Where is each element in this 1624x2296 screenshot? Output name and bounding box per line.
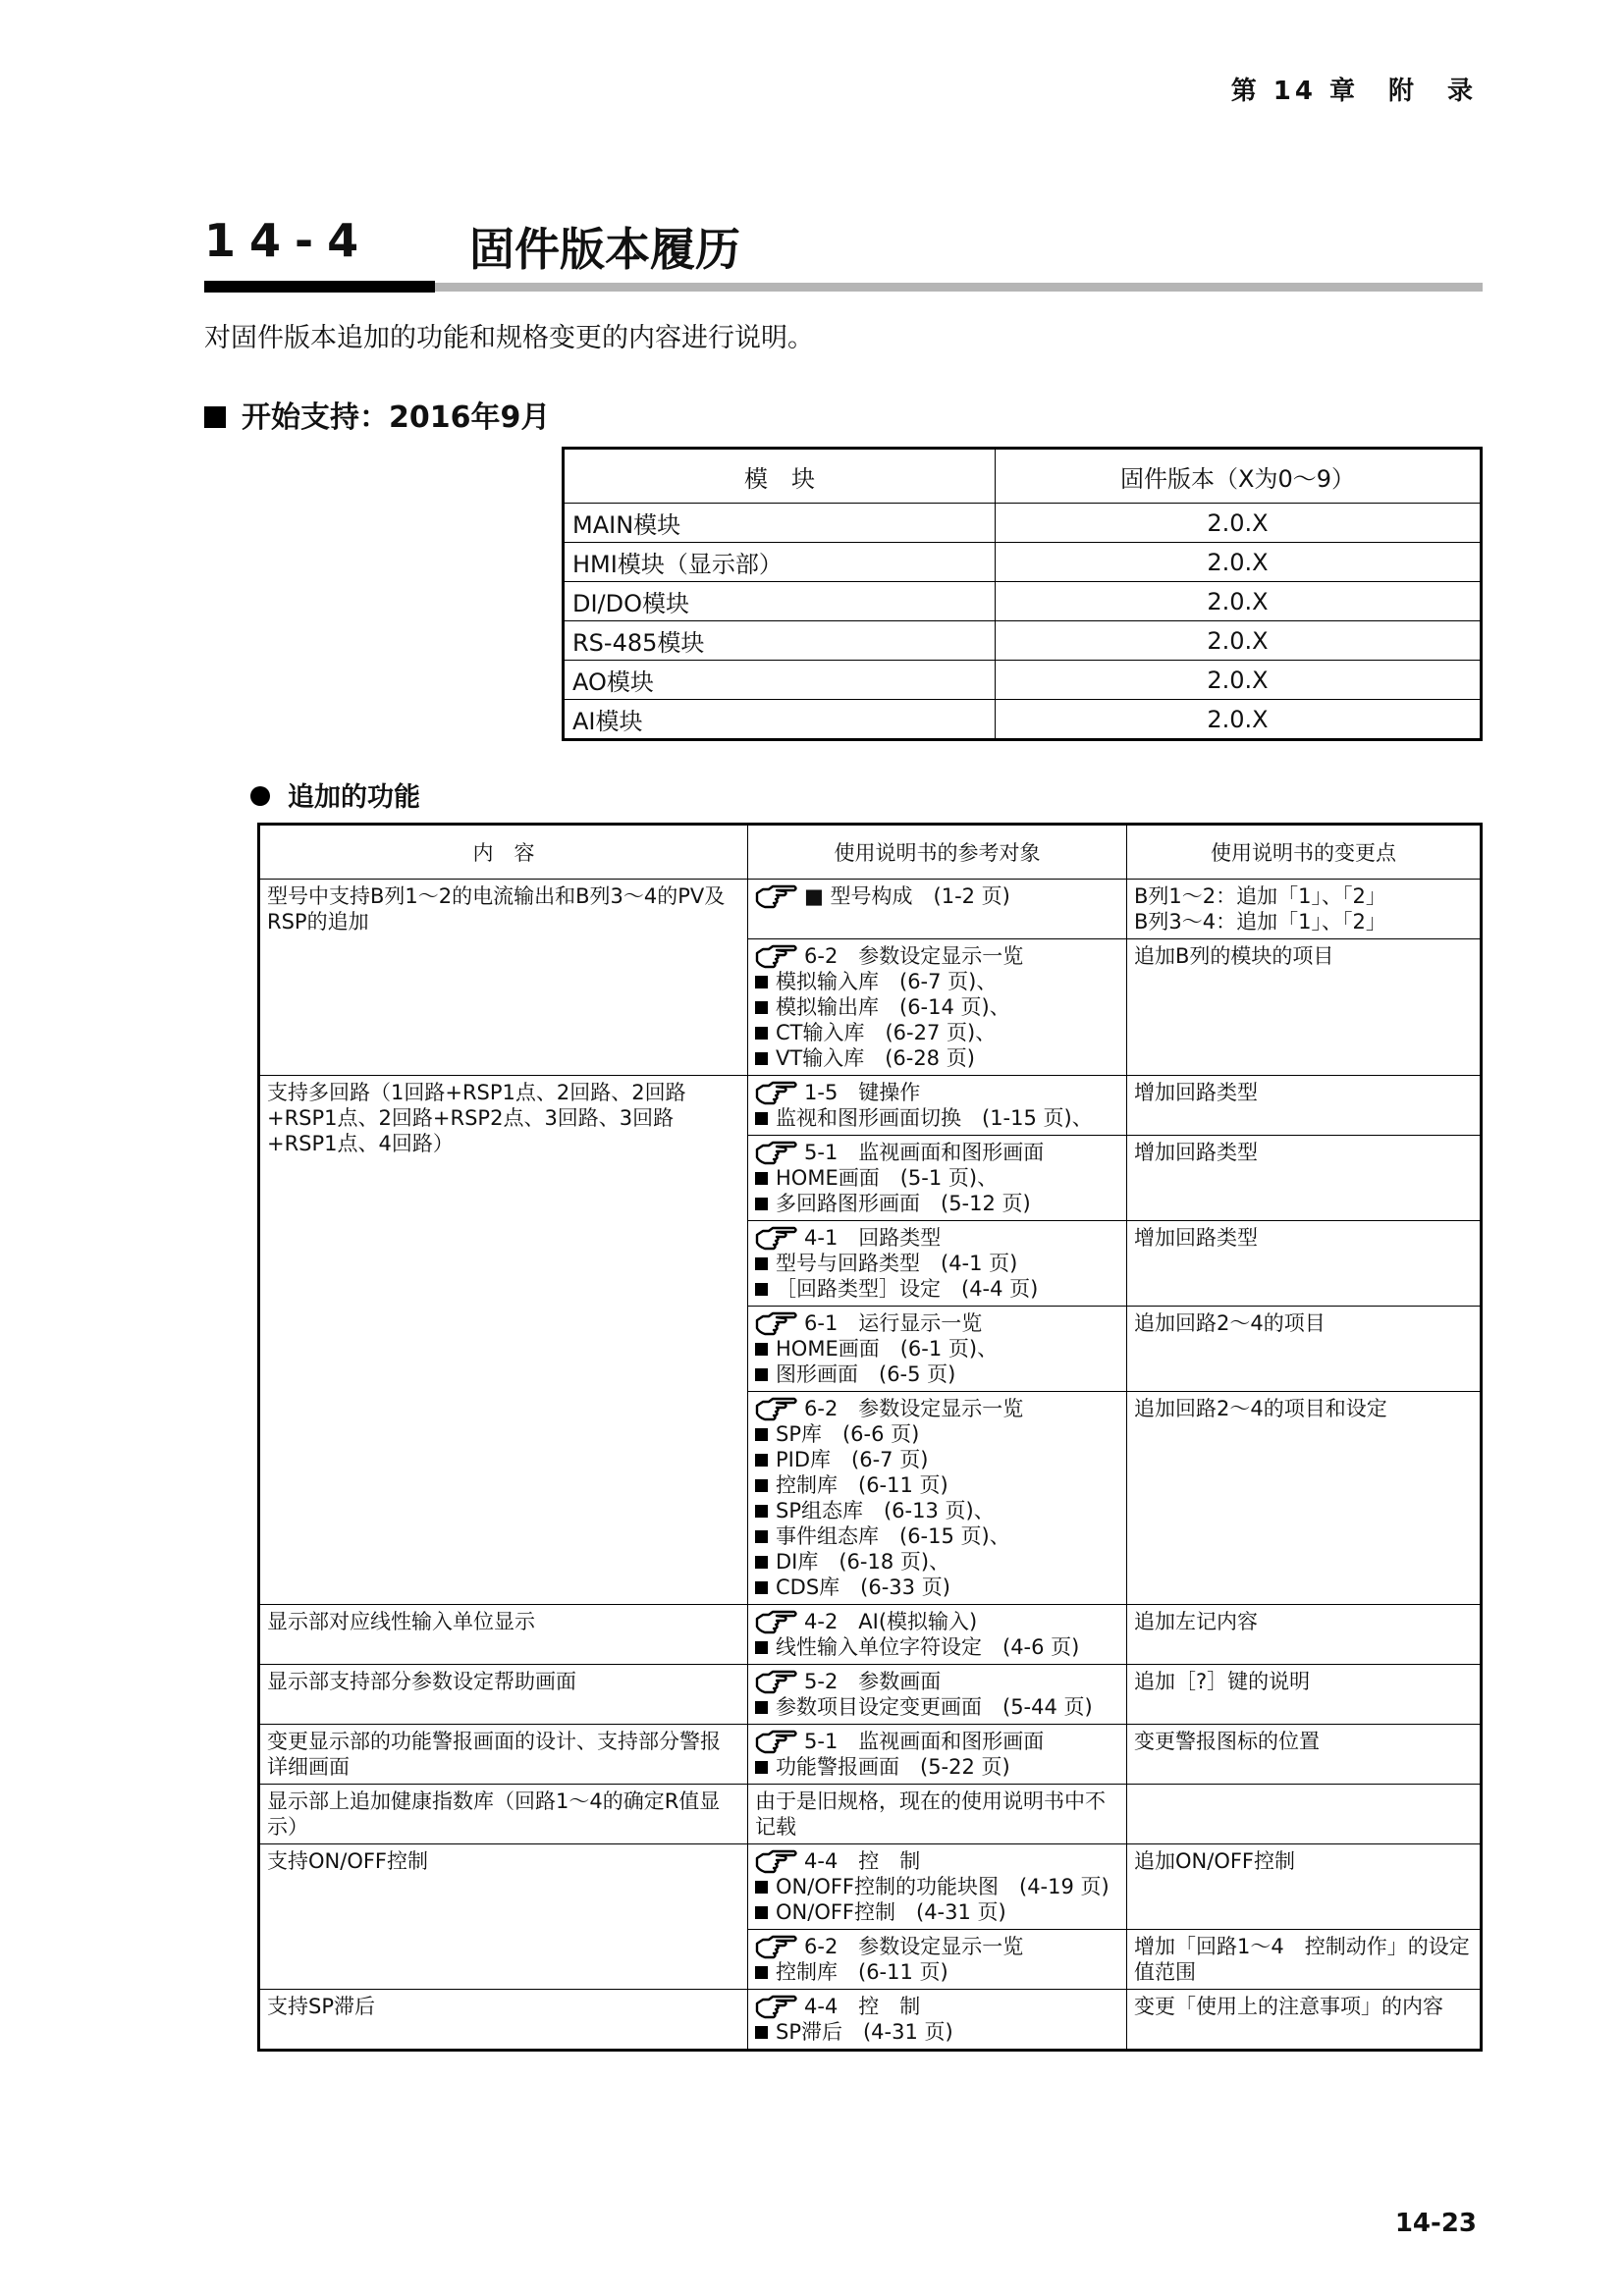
cell-reference [748,1990,1127,2051]
cell-reference [748,1665,1127,1725]
version-cell-firmware: 2.0.X [996,543,1482,582]
table-row [259,1665,1482,1725]
table-row [259,1844,1482,1930]
cell-change: 追加B列的模块的项目 [1127,939,1482,1076]
reference-heading: 6-2 参数设定显示一览 [804,1935,1024,1958]
cell-change: 追加回路2～4的项目和设定 [1127,1392,1482,1605]
version-cell-module: MAIN模块 [564,504,996,543]
reference-item: CT输入库 (6-27 页)、 [755,1020,1119,1045]
reference-item: HOME画面 (5-1 页)、 [755,1165,1119,1191]
pointing-hand-icon [755,1396,798,1421]
circle-bullet-icon [250,786,270,806]
table-row [259,1076,1482,1136]
version-row [564,621,1482,661]
reference-item: DI库 (6-18 页)、 [755,1549,1119,1575]
reference-item: 模拟输入库 (6-7 页)、 [755,969,1119,994]
cell-content: 显示部支持部分参数设定帮助画面 [259,1665,748,1725]
section-title [204,214,1483,279]
cell-change: 追加回路2～4的项目 [1127,1307,1482,1392]
pointing-hand-icon [755,1080,798,1105]
version-header-module: 模 块 [564,449,996,504]
reference-heading-line [755,1080,1119,1105]
added-functions-header [259,825,1482,880]
cell-reference [748,1136,1127,1221]
pointing-hand-icon [755,1140,798,1165]
reference-item: 控制库 (6-11 页) [755,1472,1119,1498]
page-number: 14-23 [1394,2209,1477,2238]
reference-heading: 4-4 控 制 [804,1995,921,2018]
pointing-hand-icon [755,883,798,909]
reference-heading-line [755,1609,1119,1634]
reference-item: ON/OFF控制的功能块图 (4-19 页) [755,1874,1119,1899]
version-table-header [564,449,1482,504]
version-table-body [564,504,1482,740]
reference-item: 图形画面 (6-5 页) [755,1362,1119,1387]
version-cell-module: AI模块 [564,700,996,740]
cell-change: 增加「回路1～4 控制动作」的设定值范围 [1127,1930,1482,1990]
reference-item: SP组态库 (6-13 页)、 [755,1498,1119,1523]
cell-content: 支持多回路（1回路+RSP1点、2回路、2回路+RSP1点、2回路+RSP2点、3回路、3回路+RSP1点、4回路） [259,1076,748,1605]
table-row [259,1990,1482,2051]
reference-heading-line [755,1934,1119,1959]
reference-heading: 5-2 参数画面 [804,1670,942,1693]
version-cell-firmware: 2.0.X [996,621,1482,661]
cell-content: 变更显示部的功能警报画面的设计、支持部分警报详细画面 [259,1725,748,1785]
cell-change [1127,1785,1482,1844]
added-functions-table [257,823,1483,2052]
reference-heading-line [755,1669,1119,1694]
pointing-hand-icon [755,1934,798,1959]
cell-change: 追加［?］键的说明 [1127,1665,1482,1725]
table-row [259,1785,1482,1844]
added-functions-body [259,880,1482,2051]
reference-heading: 1-5 键操作 [804,1081,921,1104]
cell-reference [748,1785,1127,1844]
reference-heading-line [755,1225,1119,1251]
header-reference: 使用说明书的参考对象 [748,825,1127,880]
version-cell-firmware: 2.0.X [996,582,1482,621]
cell-reference [748,1307,1127,1392]
table-row [259,880,1482,939]
reference-item: HOME画面 (6-1 页)、 [755,1336,1119,1362]
cell-change: 增加回路类型 [1127,1221,1482,1307]
version-header-firmware: 固件版本（X为0～9） [996,449,1482,504]
reference-item: ON/OFF控制 (4-31 页) [755,1899,1119,1925]
cell-content: 型号中支持B列1～2的电流输出和B列3～4的PV及RSP的追加 [259,880,748,1076]
reference-item: PID库 (6-7 页) [755,1447,1119,1472]
section-name: 固件版本履历 [469,223,740,276]
reference-heading-line [755,1729,1119,1754]
version-table [562,447,1483,741]
version-cell-module: HMI模块（显示部） [564,543,996,582]
reference-heading: 5-1 监视画面和图形画面 [804,1730,1045,1753]
version-row [564,582,1482,621]
reference-heading: 4-4 控 制 [804,1849,921,1873]
version-row [564,661,1482,700]
header-content: 内 容 [259,825,748,880]
pointing-hand-icon [755,943,798,969]
reference-item: SP滞后 (4-31 页) [755,2019,1119,2045]
pointing-hand-icon [755,1225,798,1251]
table-row [259,1605,1482,1665]
reference-heading: 6-2 参数设定显示一览 [804,944,1024,968]
reference-heading: 6-1 运行显示一览 [804,1311,983,1335]
version-cell-firmware: 2.0.X [996,700,1482,740]
table-row [259,1725,1482,1785]
title-rule-black [204,281,435,293]
reference-item: 模拟输出库 (6-14 页)、 [755,994,1119,1020]
version-cell-module: DI/DO模块 [564,582,996,621]
reference-item: 线性输入单位字符设定 (4-6 页) [755,1634,1119,1660]
reference-heading-line [755,1994,1119,2019]
reference-heading: 6-2 参数设定显示一览 [804,1397,1024,1420]
cell-change: 增加回路类型 [1127,1076,1482,1136]
pointing-hand-icon [755,1994,798,2019]
cell-change: 追加左记内容 [1127,1605,1482,1665]
version-row [564,700,1482,740]
reference-item: 参数项目设定变更画面 (5-44 页) [755,1694,1119,1720]
subsection-heading [204,393,550,436]
cell-reference [748,1392,1127,1605]
cell-reference [748,1725,1127,1785]
square-bullet-icon [204,406,226,428]
version-cell-firmware: 2.0.X [996,661,1482,700]
reference-heading-line [755,943,1119,969]
reference-item: 多回路图形画面 (5-12 页) [755,1191,1119,1216]
intro-text: 对固件版本追加的功能和规格变更的内容进行说明。 [204,323,814,353]
cell-reference [748,1221,1127,1307]
cell-content: 显示部上追加健康指数库（回路1～4的确定R值显示） [259,1785,748,1844]
cell-change: B列1～2：追加「1」、「2」 B列3～4：追加「1」、「2」 [1127,880,1482,939]
added-functions-heading-text: 追加的功能 [288,782,420,813]
version-row [564,504,1482,543]
cell-reference [748,1605,1127,1665]
version-cell-module: RS-485模块 [564,621,996,661]
cell-reference [748,1844,1127,1930]
reference-heading-line [755,883,1119,909]
reference-heading-line [755,1310,1119,1336]
reference-heading: 5-1 监视画面和图形画面 [804,1141,1045,1164]
title-rule-gray [435,283,1483,292]
reference-item: 事件组态库 (6-15 页)、 [755,1523,1119,1549]
reference-heading: 4-1 回路类型 [804,1226,942,1250]
pointing-hand-icon [755,1310,798,1336]
reference-heading: 4-2 AI(模拟输入) [804,1610,978,1633]
cell-reference [748,939,1127,1076]
cell-content: 支持SP滞后 [259,1990,748,2051]
cell-content: 支持ON/OFF控制 [259,1844,748,1990]
version-cell-firmware: 2.0.X [996,504,1482,543]
reference-item: ［回路类型］设定 (4-4 页) [755,1276,1119,1302]
reference-item: 型号与回路类型 (4-1 页) [755,1251,1119,1276]
pointing-hand-icon [755,1669,798,1694]
version-cell-module: AO模块 [564,661,996,700]
reference-note: 由于是旧规格，现在的使用说明书中不记载 [755,1789,1106,1839]
cell-change: 变更「使用上的注意事项」的内容 [1127,1990,1482,2051]
cell-change: 变更警报图标的位置 [1127,1725,1482,1785]
pointing-hand-icon [755,1848,798,1874]
section-number: 14-4 [204,214,373,267]
cell-reference [748,1076,1127,1136]
version-row [564,543,1482,582]
chapter-header: 第 14 章 附 录 [1230,77,1477,106]
cell-change: 追加ON/OFF控制 [1127,1844,1482,1930]
reference-heading: ■ 型号构成 (1-2 页) [804,884,1010,908]
reference-item: 监视和图形画面切换 (1-15 页)、 [755,1105,1119,1131]
reference-item: SP库 (6-6 页) [755,1421,1119,1447]
header-change: 使用说明书的变更点 [1127,825,1482,880]
added-functions-heading [250,775,420,814]
cell-change: 增加回路类型 [1127,1136,1482,1221]
reference-heading-line [755,1848,1119,1874]
cell-reference [748,1930,1127,1990]
reference-item: CDS库 (6-33 页) [755,1575,1119,1600]
subsection-heading-text: 开始支持：2016年9月 [242,400,551,435]
reference-item: 控制库 (6-11 页) [755,1959,1119,1985]
reference-heading-line [755,1396,1119,1421]
pointing-hand-icon [755,1609,798,1634]
cell-content: 显示部对应线性输入单位显示 [259,1605,748,1665]
reference-item: VT输入库 (6-28 页) [755,1045,1119,1071]
reference-heading-line [755,1140,1119,1165]
pointing-hand-icon [755,1729,798,1754]
cell-reference [748,880,1127,939]
reference-item: 功能警报画面 (5-22 页) [755,1754,1119,1780]
